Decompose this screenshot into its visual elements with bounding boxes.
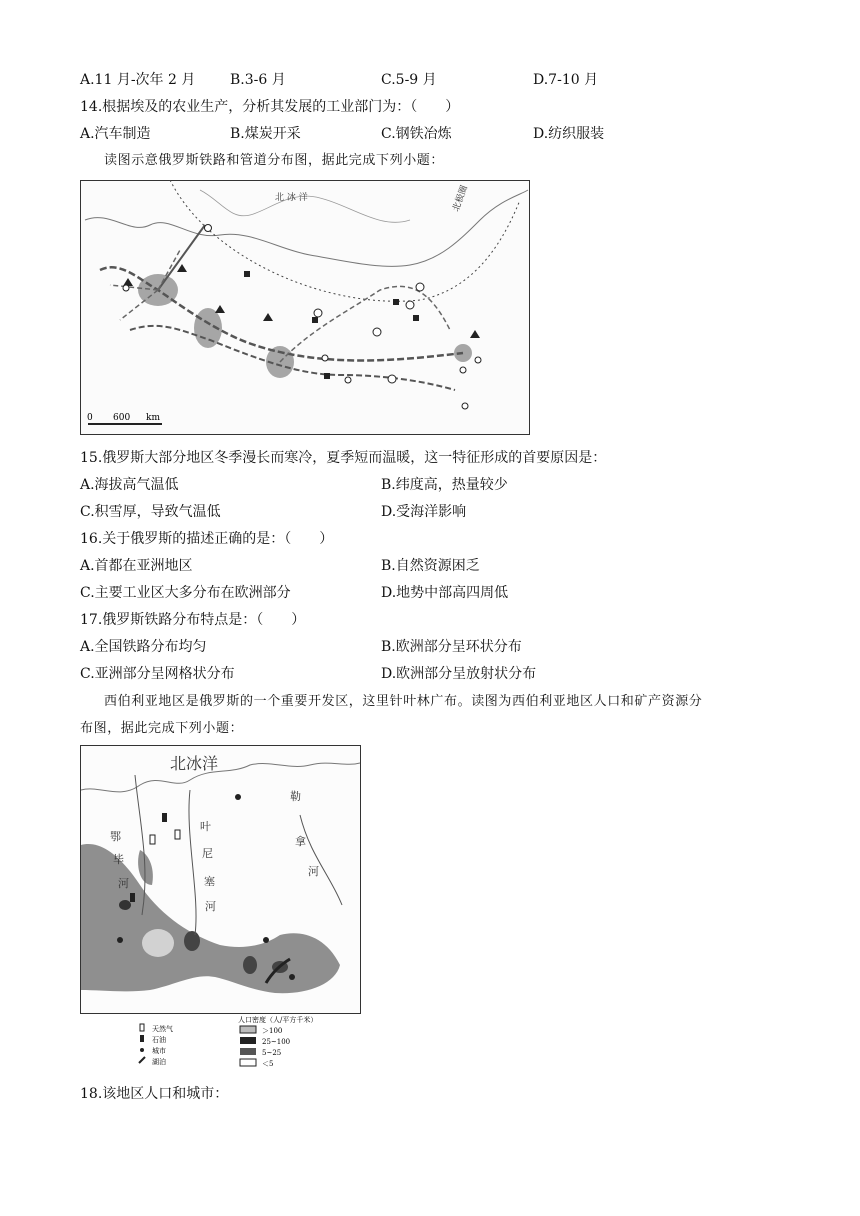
intro-siberia-line-1: 西伯利亚地区是俄罗斯的一个重要开发区，这里针叶林广布。读图为西伯利亚地区人口和矿产资源分	[104, 694, 703, 709]
svg-text:河: 河	[308, 865, 319, 878]
q16-stem: 16.关于俄罗斯的描述正确的是：（ ）	[80, 531, 334, 547]
map2-ocean-label: 北冰洋	[170, 754, 219, 773]
q14-stem: 14.根据埃及的农业生产，分析其发展的工业部门为：（ ）	[80, 99, 460, 115]
svg-text:河: 河	[205, 900, 216, 913]
legend-lake: 湖泊	[152, 1058, 166, 1066]
q14-option-d: D.纺织服装	[533, 126, 605, 142]
russia-rail-pipeline-map	[80, 180, 530, 435]
legend-city: 城市	[152, 1047, 166, 1055]
q15-stem: 15.俄罗斯大部分地区冬季漫长而寒冷，夏季短而温暖，这一特征形成的首要原因是：	[80, 450, 607, 466]
q14-option-c: C.钢铁冶炼	[381, 126, 452, 142]
svg-text:叶: 叶	[200, 820, 211, 833]
svg-text:＜5: ＜5	[262, 1060, 274, 1068]
map1-scale-mid: 600	[113, 413, 131, 423]
map1-scale-unit: km	[146, 413, 160, 423]
siberia-population-resource-map	[80, 745, 362, 1075]
q13-option-d: D.7-10 月	[533, 72, 599, 88]
svg-text:勒: 勒	[290, 790, 301, 803]
svg-text:尼: 尼	[202, 847, 213, 860]
map1-scale-zero: 0	[87, 413, 93, 423]
svg-text:鄂: 鄂	[110, 830, 121, 843]
svg-text:拿: 拿	[295, 835, 306, 848]
svg-text:河: 河	[118, 877, 129, 890]
q17-option-a: A.全国铁路分布均匀	[80, 639, 207, 655]
q18-stem: 18.该地区人口和城市：	[80, 1086, 229, 1102]
q13-option-c: C.5-9 月	[381, 72, 437, 88]
q17-option-d: D.欧洲部分呈放射状分布	[381, 666, 537, 682]
q13-option-b: B.3-6 月	[230, 72, 286, 88]
q15-option-a: A.海拔高气温低	[80, 477, 179, 493]
svg-text:毕: 毕	[113, 853, 124, 866]
legend-oil: 石油	[152, 1036, 166, 1044]
q16-option-d: D.地势中部高四周低	[381, 585, 509, 601]
q15-option-b: B.纬度高，热量较少	[381, 477, 508, 493]
q15-option-c: C.积雪厚，导致气温低	[80, 504, 221, 520]
q16-option-a: A.首都在亚洲地区	[80, 558, 193, 574]
legend-density-title: 人口密度（人/平方千米）	[238, 1016, 318, 1024]
svg-text:塞: 塞	[204, 875, 215, 888]
q16-option-b: B.自然资源困乏	[381, 558, 480, 574]
map1-arctic-circle-label: 北极圈	[451, 184, 471, 214]
map1-ocean-label: 北 冰 洋	[275, 193, 308, 203]
q14-option-b: B.煤炭开采	[230, 126, 301, 142]
svg-text:25~100: 25~100	[262, 1038, 291, 1046]
svg-text:＞100: ＞100	[262, 1027, 283, 1035]
intro-russia-map: 读图示意俄罗斯铁路和管道分布图，据此完成下列小题：	[104, 153, 445, 168]
intro-siberia-line-2: 布图，据此完成下列小题：	[80, 721, 244, 736]
q14-option-a: A.汽车制造	[80, 126, 151, 142]
svg-text:5~25: 5~25	[262, 1049, 282, 1057]
q15-option-d: D.受海洋影响	[381, 504, 467, 520]
q17-option-b: B.欧洲部分呈环状分布	[381, 639, 522, 655]
q13-option-a: A.11 月-次年 2 月	[80, 72, 196, 88]
q16-option-c: C.主要工业区大多分布在欧洲部分	[80, 585, 291, 601]
q17-option-c: C.亚洲部分呈网格状分布	[80, 666, 235, 682]
legend-natural-gas: 天然气	[152, 1025, 173, 1033]
population-dense-hatch	[142, 929, 174, 957]
q17-stem: 17.俄罗斯铁路分布特点是：（ ）	[80, 612, 306, 628]
